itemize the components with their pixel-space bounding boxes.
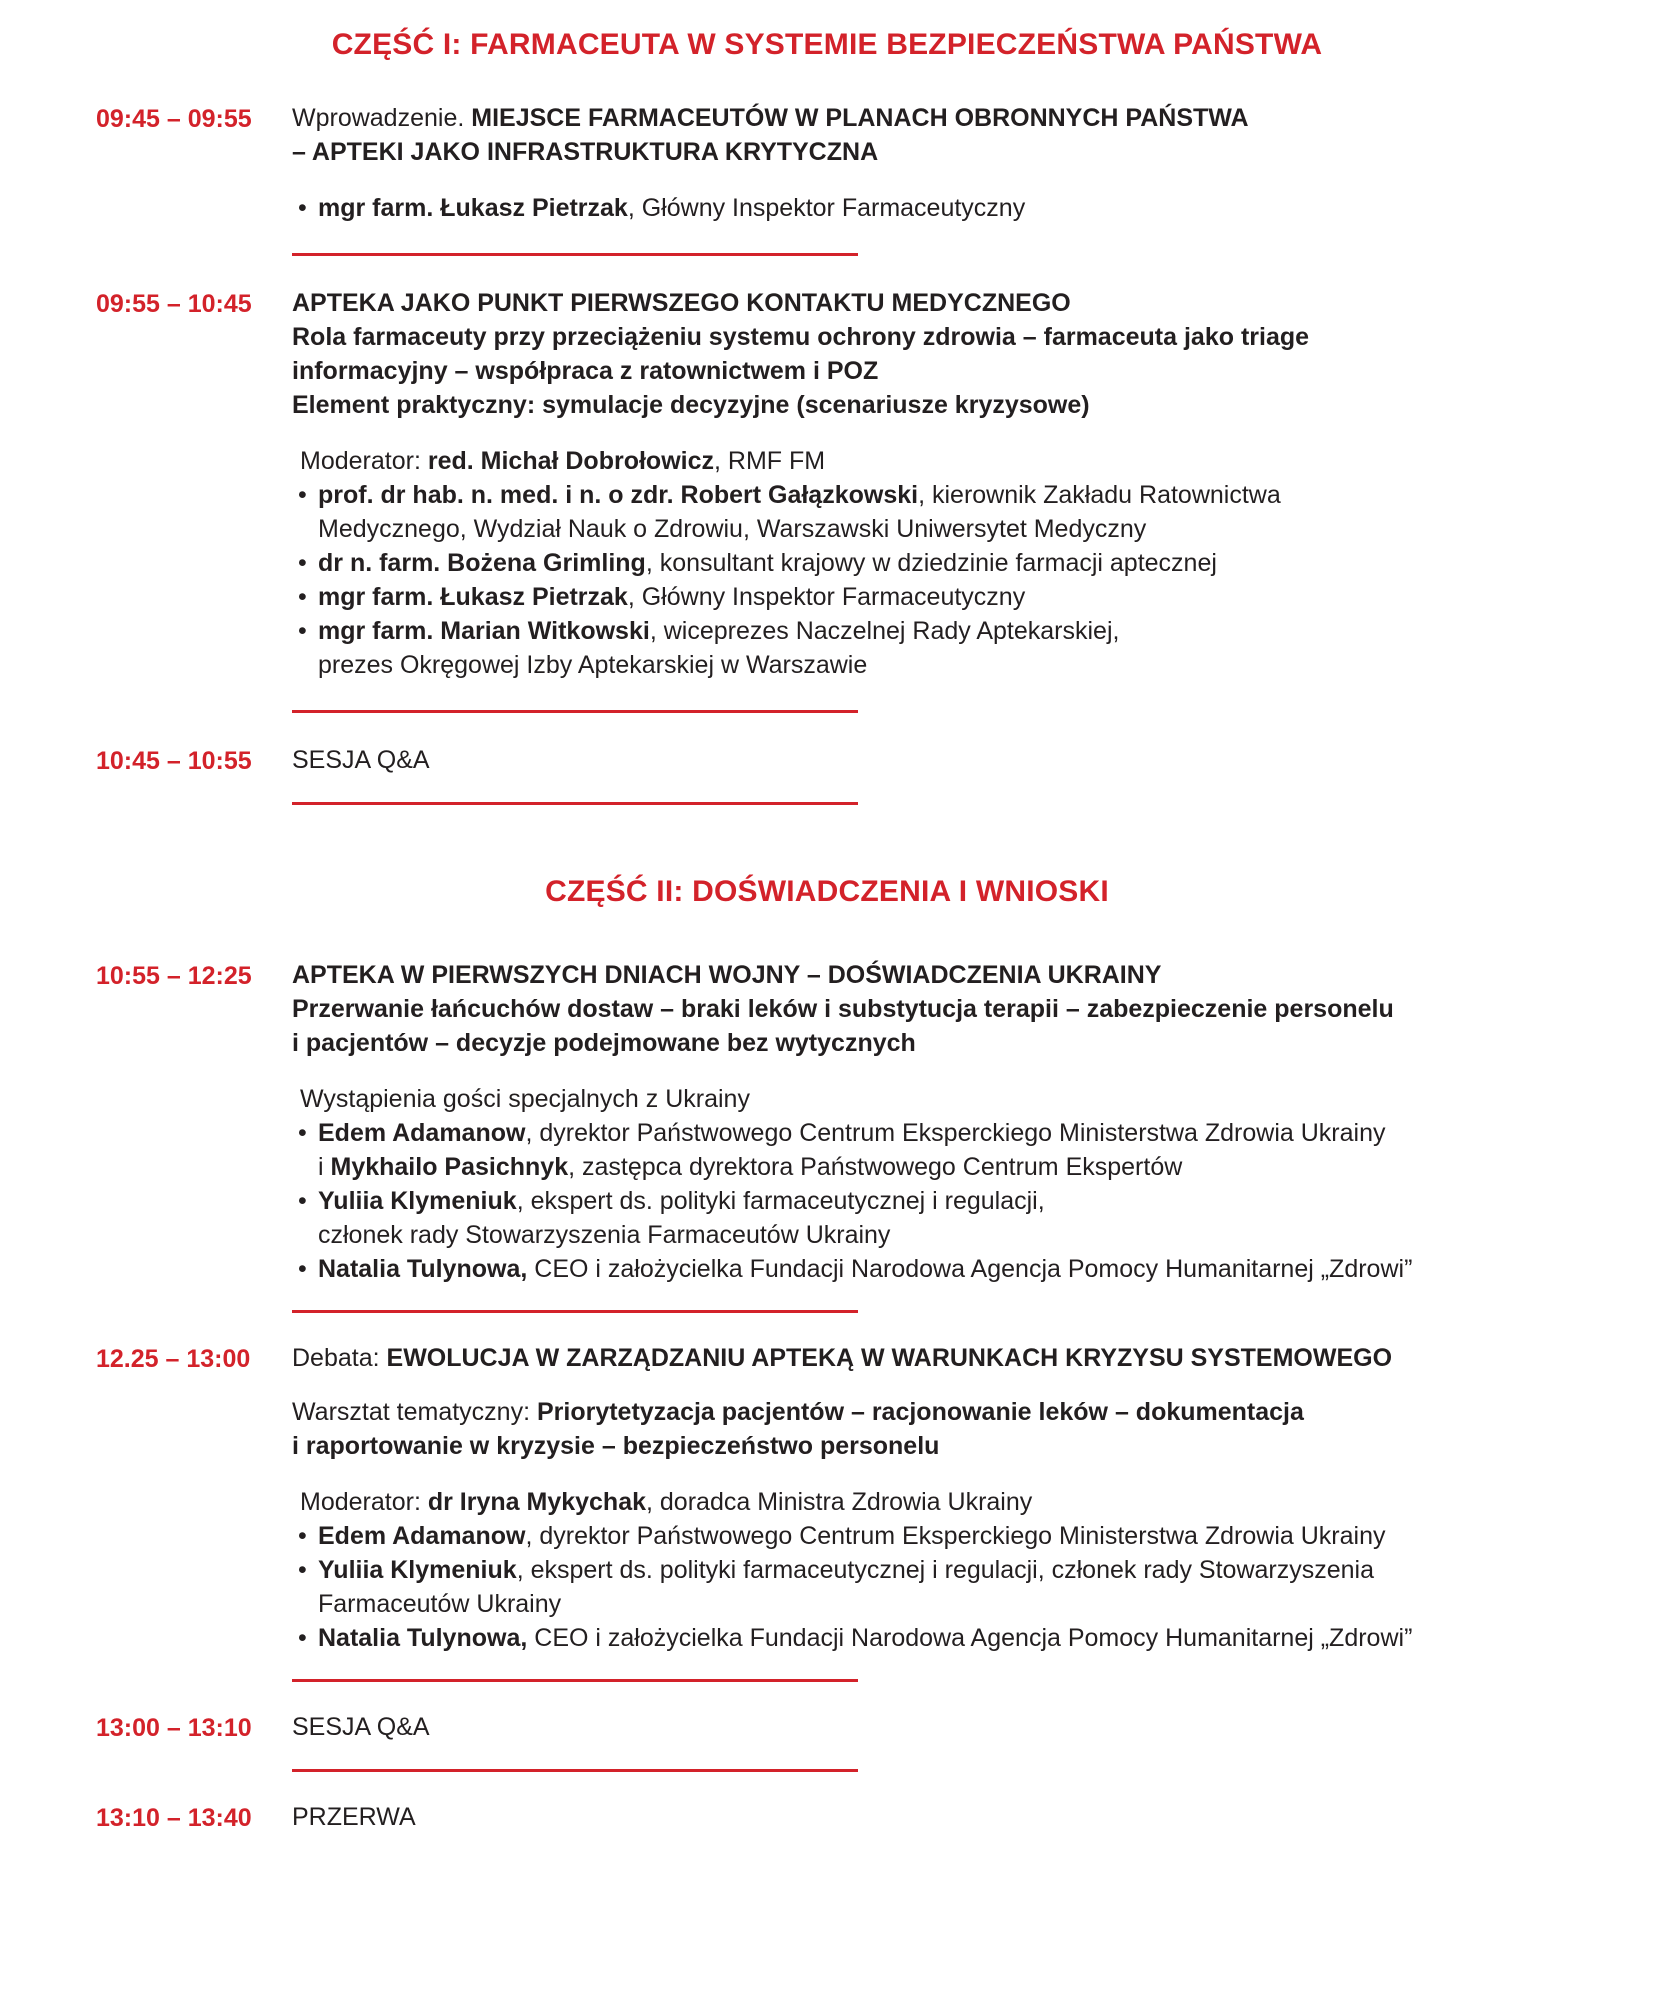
session-desc-line-2: informacyjny – współpraca z ratownictwem i POZ xyxy=(292,357,879,385)
session-title-lead: Wprowadzenie. xyxy=(292,104,472,132)
session-title: SESJA Q&A xyxy=(292,746,430,774)
speaker-list-wrapper xyxy=(292,191,1594,225)
speaker-list xyxy=(292,478,1594,682)
list-item xyxy=(292,1553,1594,1621)
speaker-name: mgr farm. Marian Witkowski xyxy=(318,617,650,645)
agenda-item-0955 xyxy=(0,286,1654,682)
session-title-line xyxy=(292,1341,1594,1375)
speaker-list xyxy=(292,1116,1594,1286)
session-title: PRZERWA xyxy=(292,1803,416,1831)
session-desc-line-1: Rola farmaceuty przy przeciążeniu systemu ochrony zdrowia – farmaceuta jako triage xyxy=(292,323,1310,351)
list-item xyxy=(292,1252,1594,1286)
list-item xyxy=(292,191,1594,225)
speaker-role: , ekspert ds. polityki farmaceutycznej i regulacji, członek rady Stowarzyszenia xyxy=(516,1556,1374,1584)
speaker-role: , ekspert ds. polityki farmaceutycznej i regulacji, xyxy=(516,1187,1045,1215)
list-item xyxy=(292,1184,1594,1252)
moderator-role: , doradca Ministra Zdrowia Ukrainy xyxy=(646,1488,1033,1516)
agenda-item-1045 xyxy=(0,743,1654,778)
speaker-cont-line xyxy=(318,1150,1594,1184)
speaker-name: mgr farm. Łukasz Pietrzak xyxy=(318,194,628,222)
session-desc-line-2: i pacjentów – decyzje podejmowane bez wytycznych xyxy=(292,1029,916,1057)
list-item xyxy=(292,1621,1594,1655)
agenda-item-body xyxy=(292,958,1594,1286)
bullet-icon: • xyxy=(298,481,307,509)
time-slot: 09:45 – 09:55 xyxy=(96,105,252,133)
session-title-line-1 xyxy=(292,101,1594,135)
workshop-text-1: Priorytetyzacja pacjentów – racjonowanie leków – dokumentacja xyxy=(536,1398,1304,1426)
agenda-item-0945 xyxy=(0,101,1654,225)
bullet-icon: • xyxy=(298,1119,307,1147)
bullet-icon: • xyxy=(298,1522,307,1550)
guests-intro: Wystąpienia gości specjalnych z Ukrainy xyxy=(300,1085,750,1113)
bullet-icon: • xyxy=(298,549,307,577)
list-item xyxy=(292,546,1594,580)
speakers-wrapper xyxy=(292,1082,1594,1286)
bullet-icon: • xyxy=(298,1187,307,1215)
moderator-and-speakers xyxy=(292,1485,1594,1655)
agenda-item-body xyxy=(292,743,1594,777)
workshop-block xyxy=(292,1395,1594,1463)
list-item xyxy=(292,1116,1594,1184)
moderator-role: , RMF FM xyxy=(714,447,826,475)
moderator-name: red. Michał Dobrołowicz xyxy=(427,447,714,475)
time-slot: 10:55 – 12:25 xyxy=(96,962,252,990)
bullet-icon: • xyxy=(298,583,307,611)
speaker-name: Natalia Tulynowa, xyxy=(318,1255,528,1283)
bullet-icon: • xyxy=(298,194,307,222)
agenda-item-1310 xyxy=(0,1800,1654,1835)
time-slot: 12.25 – 13:00 xyxy=(96,1345,251,1373)
speaker-role: , Główny Inspektor Farmaceutyczny xyxy=(627,194,1026,222)
agenda-item-1055 xyxy=(0,958,1654,1286)
moderator-and-speakers xyxy=(292,444,1594,682)
speaker-cont-role: , zastępca dyrektora Państwowego Centrum Ekspertów xyxy=(568,1153,1183,1181)
bullet-icon: • xyxy=(298,1556,307,1584)
moderator-line xyxy=(292,1485,1594,1519)
list-item xyxy=(292,478,1594,546)
workshop-label: Warsztat tematyczny: xyxy=(292,1398,537,1426)
speaker-name: mgr farm. Łukasz Pietrzak xyxy=(318,583,628,611)
speaker-list xyxy=(292,191,1594,225)
time-slot: 13:00 – 13:10 xyxy=(96,1714,252,1742)
speaker-cont-prefix: i xyxy=(318,1153,331,1181)
speaker-name: Edem Adamanow xyxy=(318,1522,526,1550)
bullet-icon: • xyxy=(298,1255,307,1283)
speaker-role: , konsultant krajowy w dziedzinie farmacji aptecznej xyxy=(645,549,1217,577)
speaker-role: CEO i założycielka Fundacji Narodowa Agencja Pomocy Humanitarnej „Zdrowi” xyxy=(527,1255,1413,1283)
session-title: APTEKA W PIERWSZYCH DNIACH WOJNY – DOŚWIADCZENIA UKRAINY xyxy=(292,961,1162,989)
session-title-strong: EWOLUCJA W ZARZĄDZANIU APTEKĄ W WARUNKACH KRYZYSU SYSTEMOWEGO xyxy=(386,1344,1393,1372)
agenda-item-body xyxy=(292,286,1594,682)
speaker-name: Natalia Tulynowa, xyxy=(318,1624,528,1652)
workshop-line-2: i raportowanie w kryzysie – bezpieczeństwo personelu xyxy=(292,1432,940,1460)
session-desc-line-3: Element praktyczny: symulacje decyzyjne (scenariusze kryzysowe) xyxy=(292,391,1090,419)
speaker-role: , Główny Inspektor Farmaceutyczny xyxy=(627,583,1026,611)
agenda-item-body xyxy=(292,1710,1594,1744)
time-slot: 13:10 – 13:40 xyxy=(96,1804,252,1832)
moderator-label: Moderator: xyxy=(300,1488,428,1516)
time-slot: 09:55 – 10:45 xyxy=(96,290,252,318)
moderator-name: dr Iryna Mykychak xyxy=(427,1488,647,1516)
agenda-item-body xyxy=(292,1800,1594,1834)
agenda-item-body xyxy=(292,1341,1594,1655)
speaker-name: Yuliia Klymeniuk xyxy=(318,1187,517,1215)
session-title: SESJA Q&A xyxy=(292,1713,430,1741)
speaker-cont-name: Mykhailo Pasichnyk xyxy=(330,1153,569,1181)
speaker-role: , dyrektor Państwowego Centrum Eksperckiego Ministerstwa Zdrowia Ukrainy xyxy=(525,1522,1386,1550)
session-title: APTEKA JAKO PUNKT PIERWSZEGO KONTAKTU MEDYCZNEGO xyxy=(292,289,1071,317)
time-slot: 10:45 – 10:55 xyxy=(96,747,252,775)
part-1-heading: CZĘŚĆ I: FARMACEUTA W SYSTEMIE BEZPIECZEŃSTWA PAŃSTWA xyxy=(331,28,1323,61)
session-title-lead: Debata: xyxy=(292,1344,387,1372)
speaker-role: , dyrektor Państwowego Centrum Eksperckiego Ministerstwa Zdrowia Ukrainy xyxy=(525,1119,1386,1147)
speaker-name: Yuliia Klymeniuk xyxy=(318,1556,517,1584)
session-desc-line-1: Przerwanie łańcuchów dostaw – braki leków i substytucja terapii – zabezpieczenie personelu xyxy=(292,995,1394,1023)
speaker-role: CEO i założycielka Fundacji Narodowa Agencja Pomocy Humanitarnej „Zdrowi” xyxy=(527,1624,1413,1652)
part-2-heading: CZĘŚĆ II: DOŚWIADCZENIA I WNIOSKI xyxy=(545,875,1109,908)
speaker-name: dr n. farm. Bożena Grimling xyxy=(318,549,646,577)
agenda-item-1300 xyxy=(0,1710,1654,1745)
speaker-role-cont: prezes Okręgowej Izby Aptekarskiej w Warszawie xyxy=(318,651,868,679)
moderator-line xyxy=(292,444,1594,478)
speaker-role-cont: członek rady Stowarzyszenia Farmaceutów Ukrainy xyxy=(318,1221,891,1249)
agenda-item-body xyxy=(292,101,1594,225)
session-title-line-2: – APTEKI JAKO INFRASTRUKTURA KRYTYCZNA xyxy=(292,138,879,166)
speaker-role: , wiceprezes Naczelnej Rady Aptekarskiej, xyxy=(649,617,1120,645)
moderator-label: Moderator: xyxy=(300,447,428,475)
speaker-name: prof. dr hab. n. med. i n. o zdr. Robert Gałązkowski xyxy=(318,481,919,509)
workshop-line-1 xyxy=(292,1395,1594,1429)
bullet-icon: • xyxy=(298,617,307,645)
speaker-role: , kierownik Zakładu Ratownictwa xyxy=(918,481,1281,509)
speaker-name: Edem Adamanow xyxy=(318,1119,526,1147)
session-title-strong: MIEJSCE FARMACEUTÓW W PLANACH OBRONNYCH PAŃSTWA xyxy=(471,104,1249,132)
agenda-item-1225 xyxy=(0,1341,1654,1655)
speaker-role-cont: Farmaceutów Ukrainy xyxy=(318,1590,562,1618)
list-item xyxy=(292,614,1594,682)
list-item xyxy=(292,580,1594,614)
speaker-list xyxy=(292,1519,1594,1655)
speaker-role-cont: Medycznego, Wydział Nauk o Zdrowiu, Warszawski Uniwersytet Medyczny xyxy=(318,515,1147,543)
bullet-icon: • xyxy=(298,1624,307,1652)
list-item xyxy=(292,1519,1594,1553)
